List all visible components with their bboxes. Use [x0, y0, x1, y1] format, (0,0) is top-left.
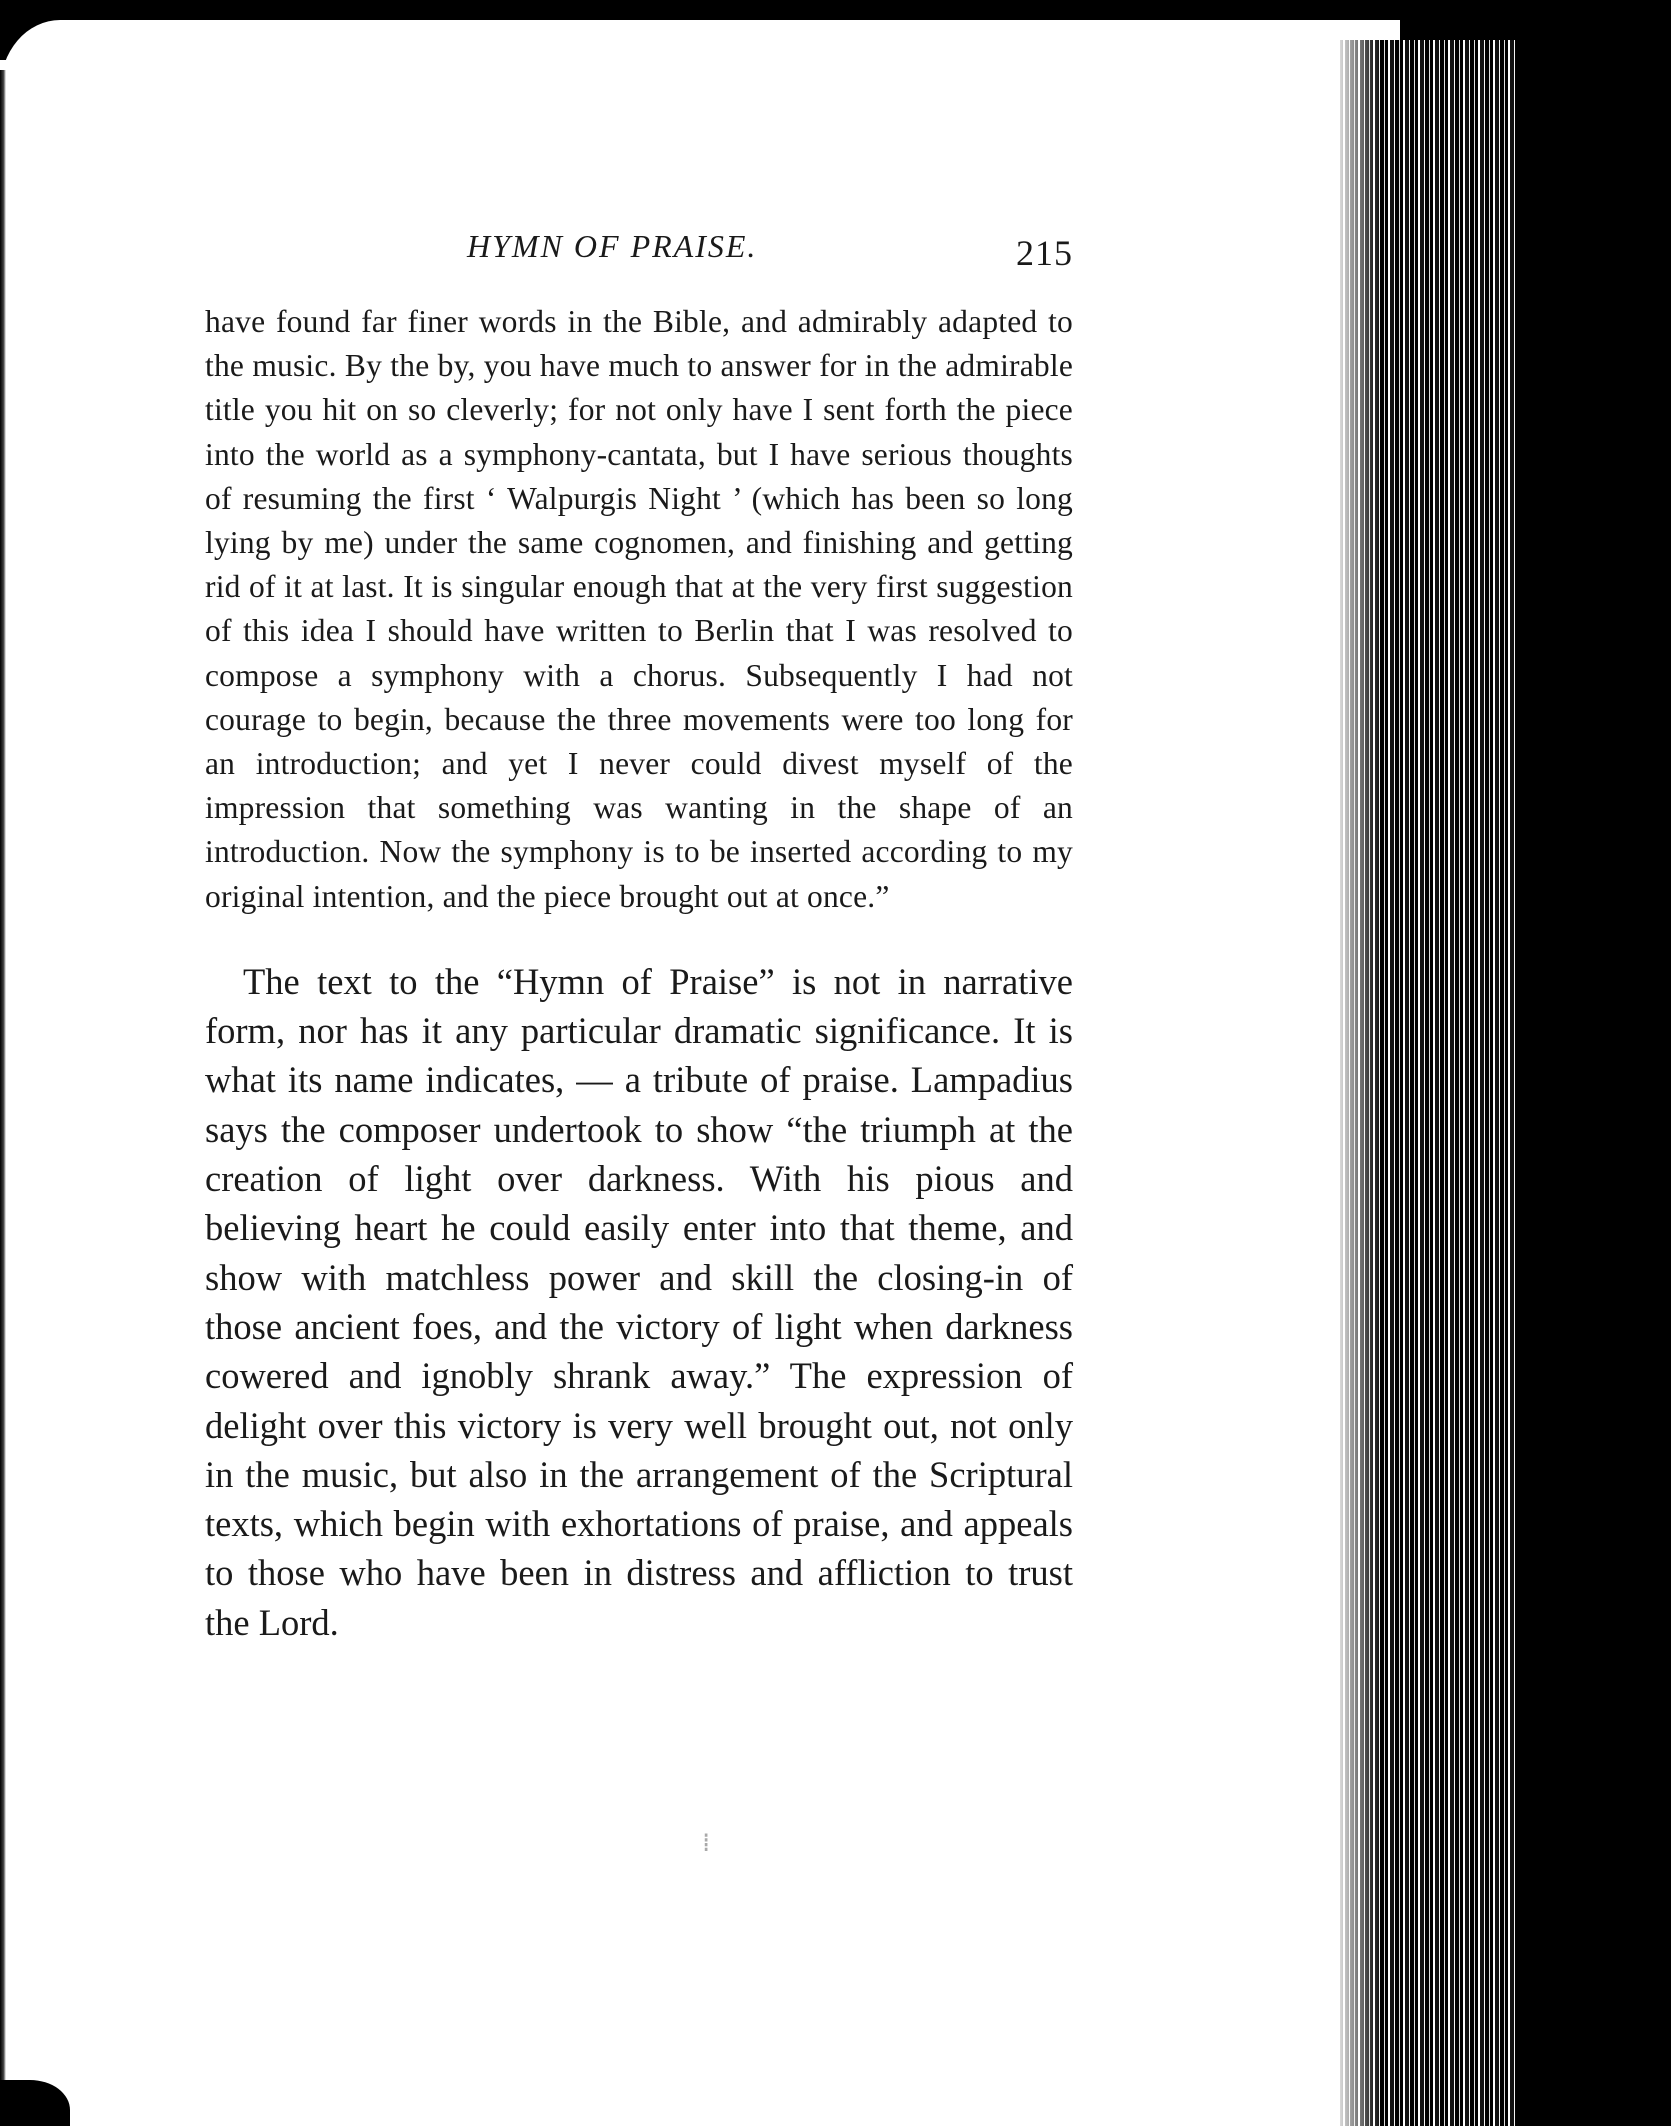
page-header: [205, 218, 1073, 278]
page-number: 215: [1016, 233, 1073, 273]
binding-shadow: [0, 70, 6, 2090]
letter-quote-paragraph: have found far finer words in the Bible, and admirably adapted to the music. By the by, you have much to answer for in the admirable title you hit on so cleverly; for not only have I sent forth the piece into the world as a symphony-cantata, but I have serious thoughts of resuming the first ‘ Walpurgis Night ’ (which has been so long lying by me) under the same cognomen, and finishing and getting rid of it at last. It is singular enough that at the very first suggestion of this idea I should have written to Berlin that I was resolved to compose a symphony with a chorus. Subsequently I had not courage to begin, because the three movements were too long for an introduction; and yet I never could divest myself of the impression that something was wanting in the shape of an introduction. Now the symphony is to be inserted according to my original intention, and the piece brought out at once.”: [205, 304, 1073, 914]
page-top-curl: [0, 20, 1400, 130]
main-text-paragraph: The text to the “Hymn of Praise” is not in narrative form, nor has it any particular dramatic significance. It is what its name indicates, — a tribute of praise. Lampadius says the composer undertook to show “the triumph at the creation of light over darkness. With his pious and believing heart he could easily enter into that theme, and show with matchless power and skill the closing-in of those ancient foes, and the victory of light when darkness cowered and ignobly shrank away.” The expression of delight over this victory is very well brought out, not only in the music, but also in the arrangement of the Scriptural texts, which begin with exhortations of praise, and appeals to those who have been in distress and affliction to trust the Lord.: [205, 960, 1073, 1643]
running-title: HYMN OF PRAISE.: [467, 228, 758, 264]
ink-smudge-mark: ⁞: [702, 1828, 711, 1858]
scan-corner-shadow: [0, 2080, 70, 2126]
page-body: [205, 300, 1073, 1647]
book-cover-edge: [1515, 40, 1671, 2126]
page-stack-highlight: [1340, 40, 1380, 2126]
